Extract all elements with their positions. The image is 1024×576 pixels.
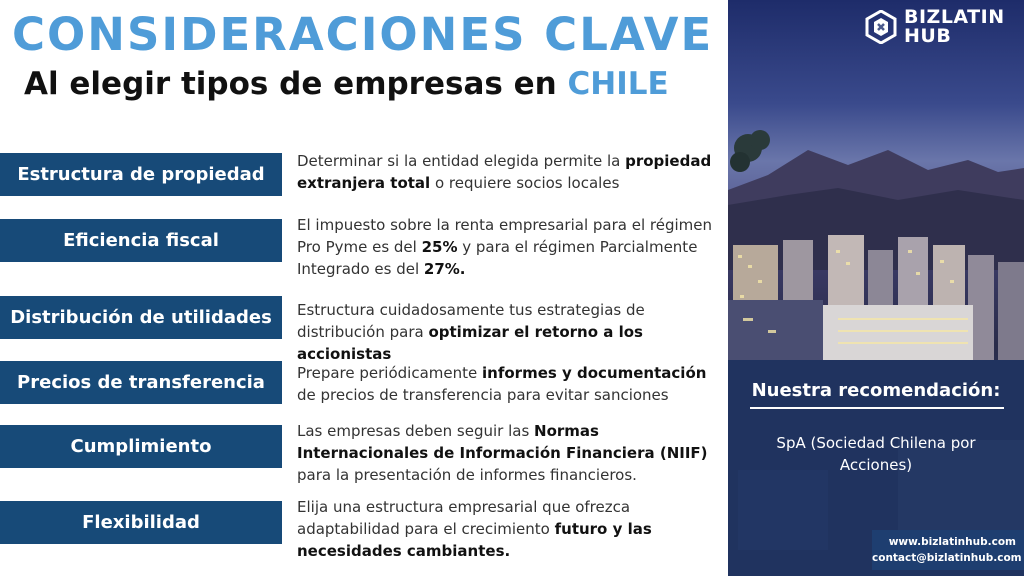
row-desc-distribucion [297, 299, 725, 365]
page-title: CONSIDERACIONES CLAVE [12, 8, 714, 61]
desc-bold-text: futuro y las necesidades cambiantes. [297, 520, 652, 560]
desc-bold-text: 27%. [423, 260, 466, 278]
desc-bold-text: 25% [421, 238, 458, 256]
row-desc-precios [297, 362, 725, 406]
desc-bold-text: informes y documentación [482, 364, 707, 382]
desc-bold-text: propiedad extranjera total [297, 152, 712, 192]
desc-text: Las empresas deben seguir las [297, 422, 535, 440]
row-label-precios: Precios de transferencia [0, 361, 282, 404]
row-label-estructura: Estructura de propiedad [0, 153, 282, 196]
logo-text [904, 8, 1005, 46]
desc-text: para la presentación de informes financieros. [297, 466, 637, 484]
row-desc-eficiencia [297, 214, 725, 280]
subtitle-prefix: Al elegir tipos de empresas en [24, 66, 568, 102]
desc-text: El impuesto sobre la renta empresarial para el régimen Pro Pyme es del [297, 216, 712, 256]
subtitle-country: CHILE [567, 66, 669, 102]
recommendation-heading: Nuestra recomendación: [751, 380, 1001, 401]
row-desc-estructura [297, 150, 725, 194]
desc-text: de precios de transferencia para evitar sanciones [297, 386, 669, 404]
row-label-cumplimiento: Cumplimiento [0, 425, 282, 468]
desc-text: Estructura cuidadosamente tus estrategias de distribución para [297, 301, 645, 341]
logo-hexagon-icon [864, 10, 898, 44]
bizlatinhub-logo[interactable] [864, 8, 1005, 46]
contact-box [872, 530, 1024, 570]
page-subtitle [24, 66, 669, 102]
desc-text: Prepare periódicamente [297, 364, 483, 382]
desc-text: Determinar si la entidad elegida permite la [297, 152, 626, 170]
email-link[interactable]: contact@bizlatinhub.com [872, 552, 1022, 564]
row-label-distribucion: Distribución de utilidades [0, 296, 282, 339]
desc-bold-text: Normas Internacionales de Información Financiera (NIIF) [297, 422, 708, 462]
row-label-flexibilidad: Flexibilidad [0, 501, 282, 544]
website-link[interactable]: www.bizlatinhub.com [888, 536, 1016, 548]
row-desc-cumplimiento [297, 420, 725, 486]
logo-line-1: BIZLATIN [904, 6, 1005, 28]
city-photo-panel [728, 0, 1024, 576]
desc-text: Elija una estructura empresarial que ofrezca adaptabilidad para el crecimiento [297, 498, 631, 538]
logo-line-2: HUB [904, 25, 952, 47]
desc-text: y para el régimen Parcialmente Integrado es del [297, 238, 698, 278]
row-desc-flexibilidad [297, 496, 725, 562]
desc-text: o requiere socios locales [430, 174, 620, 192]
desc-bold-text: optimizar el retorno a los accionistas [297, 323, 643, 363]
recommendation-divider [750, 407, 1004, 409]
row-label-eficiencia: Eficiencia fiscal [0, 219, 282, 262]
recommendation-body: SpA (Sociedad Chilena por Acciones) [776, 434, 976, 474]
